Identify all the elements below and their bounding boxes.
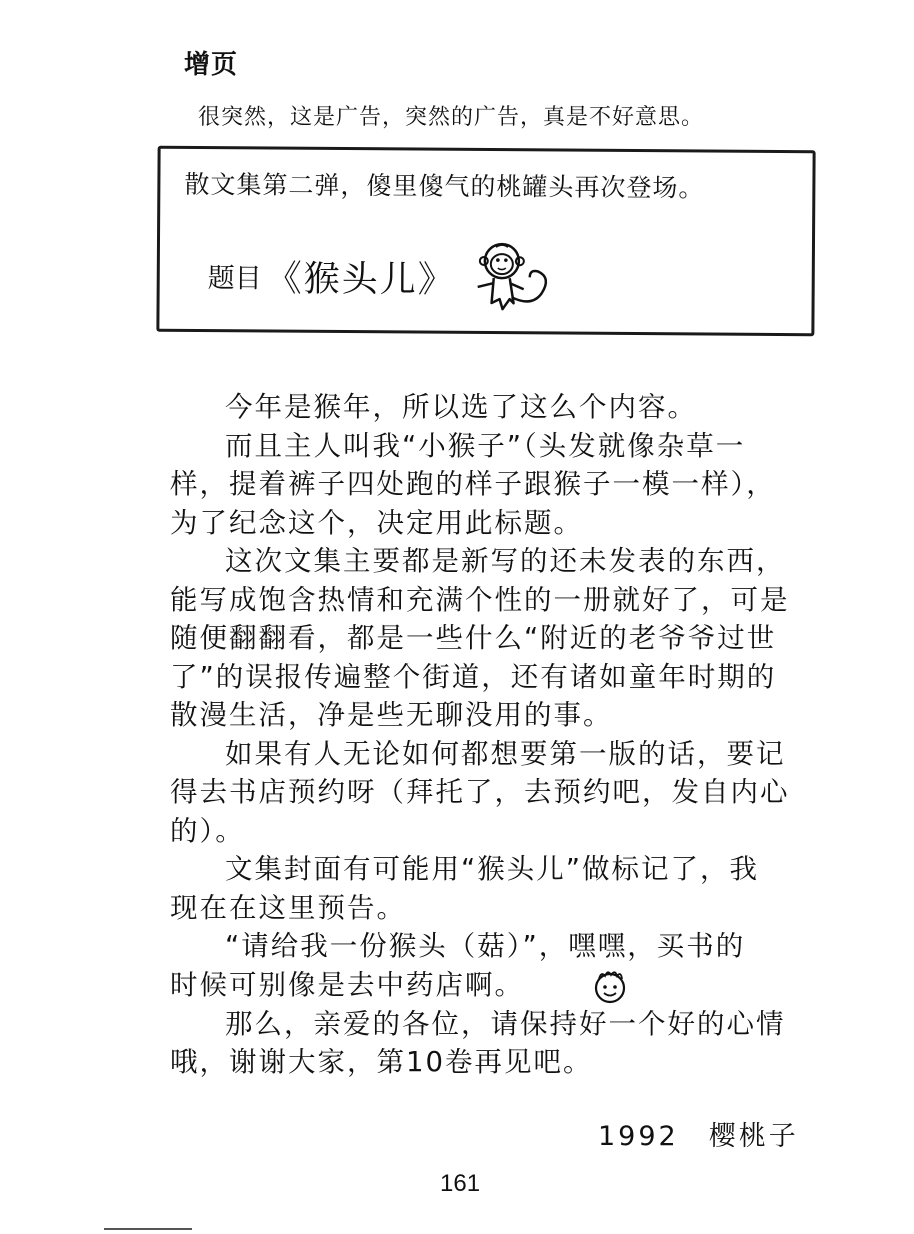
paragraph: 如果有人无论如何都想要第一版的话，要记 得去书店预约呀（拜托了，去预约吧，发自内心 的）。: [170, 737, 790, 847]
essay-body: [170, 388, 810, 1082]
page-number: 161: [440, 1170, 481, 1197]
paragraph-with-icon: [170, 927, 810, 1005]
ad-box-line: 散文集第二弹，傻里傻气的桃罐头再次登场。: [184, 169, 705, 203]
smiley-face-icon: [532, 967, 578, 1005]
signature: 1992 樱桃子: [598, 1121, 799, 1152]
monkey-icon: [470, 241, 557, 314]
ad-intro-text: 很突然，这是广告，突然的广告，真是不好意思。: [198, 105, 705, 130]
ad-box: [156, 146, 815, 337]
book-title-row: [208, 239, 557, 313]
paragraph: 今年是猴年，所以选了这么个内容。: [225, 391, 697, 423]
book-title: 《猴头儿》: [265, 257, 456, 301]
paragraph: 那么，亲爱的各位，请保持好一个好的心情 哦，谢谢大家，第10卷再见吧。: [170, 1007, 786, 1078]
paragraph: 这次文集主要都是新写的还未发表的东西， 能写成饱含热情和充满个性的一册就好了，可是 随便翻翻看，都是一些什么“附近的老爷爷过世 了”的误报传遍整个街道，还有诸如童年时期的 散漫生活，净是些无聊没用的事。: [170, 545, 790, 731]
paragraph-text: “请给我一份猴头（菇）”，嘿嘿，买书的 时候可别像是去中药店啊。: [170, 930, 746, 1001]
section-label: 增页: [184, 50, 239, 80]
title-label: 题目: [207, 262, 262, 294]
paragraph: 而且主人叫我“小猴子”（头发就像杂草一 样，提着裤子四处跑的样子跟猴子一模一样）， 为了纪念这个，决定用此标题。: [170, 429, 776, 539]
paragraph: 文集封面有可能用“猴头儿”做标记了，我 现在在这里预告。: [170, 853, 759, 924]
divider: [104, 1228, 192, 1230]
